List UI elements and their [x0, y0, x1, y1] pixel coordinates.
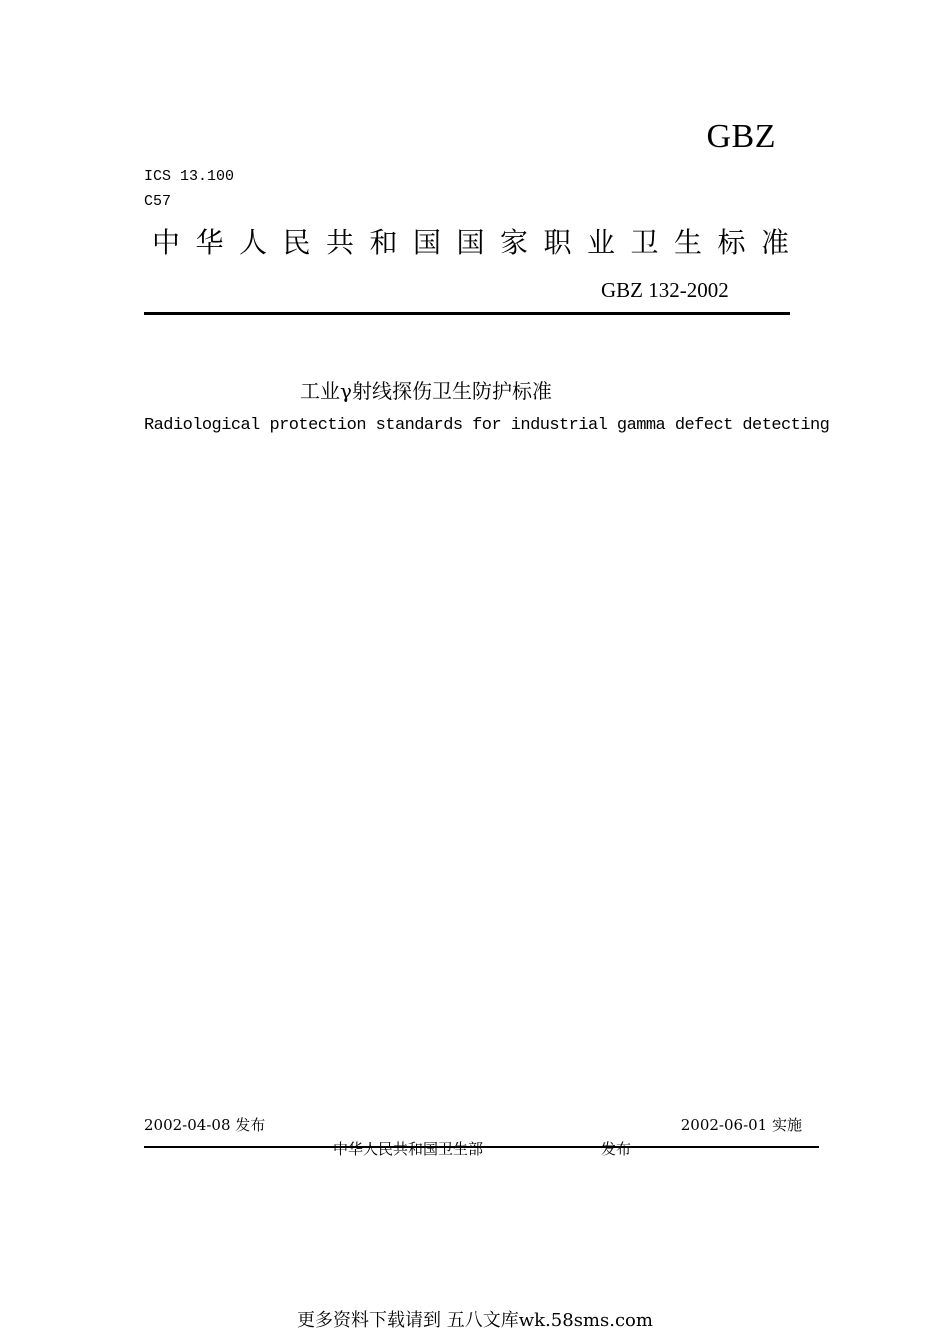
gbz-logo: GBZ [706, 118, 776, 155]
ccs-code: C57 [144, 193, 172, 210]
publisher-name: 中华人民共和国卫生部 [333, 1140, 484, 1158]
publisher-action: 发布 [601, 1140, 632, 1158]
implementation-date: 2002-06-01 实施 [680, 1116, 802, 1134]
footer-download-note: 更多资料下载请到 五八文库wk.58sms.com [297, 1310, 653, 1331]
standard-number: GBZ 132-2002 [601, 278, 729, 302]
issue-date: 2002-04-08 发布 [144, 1116, 266, 1134]
top-divider [144, 312, 790, 315]
national-standard-title: 中华人民共和国国家职业卫生标准 [152, 226, 805, 259]
ics-code: ICS 13.100 [144, 168, 235, 185]
document-title-english: Radiological protection standards for industrial gamma defect detecting [144, 416, 830, 435]
document-title-chinese: 工业γ射线探伤卫生防护标准 [300, 379, 552, 403]
